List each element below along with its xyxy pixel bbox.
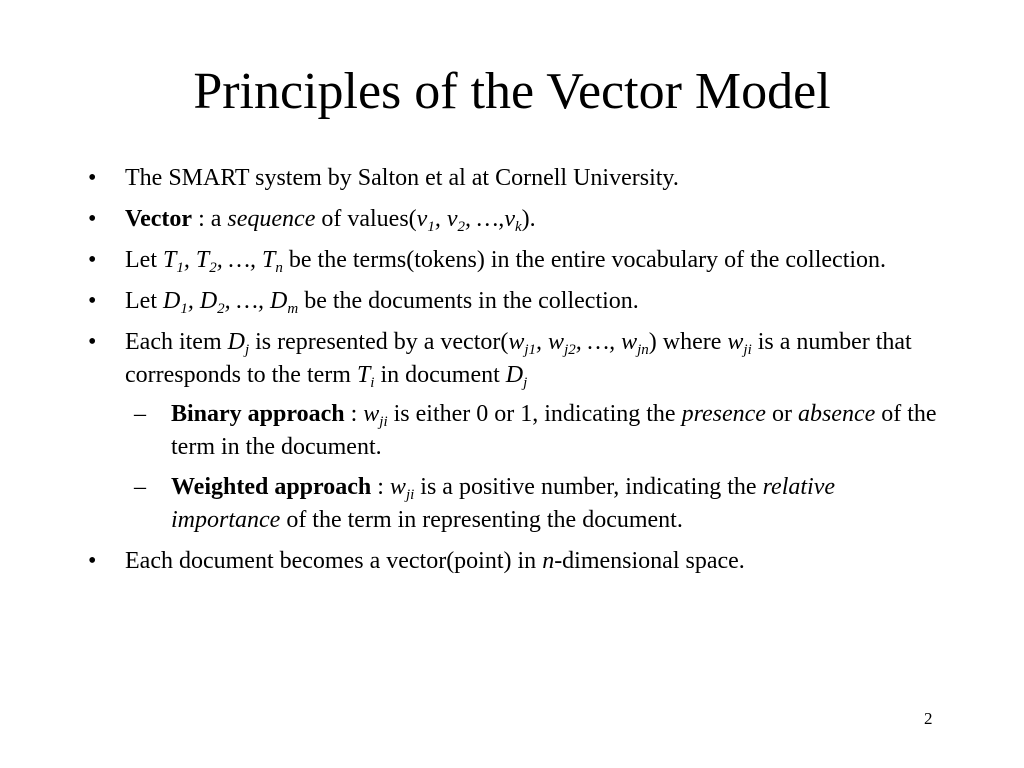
math-weights: $w_{j1}$, $w_{j2}$, …, $w_{jn}$	[508, 329, 649, 358]
math-v1: $v_1$, $v_2$, $\dots,v_k$	[416, 206, 522, 235]
term-sequence: sequence	[227, 206, 316, 232]
math-documents: $D_1$, $D_2$, …, $D_m$	[162, 288, 299, 317]
bullet-marker: •	[88, 288, 97, 314]
text: or	[765, 401, 798, 427]
text: ).	[521, 206, 536, 232]
text: is represented by a vector(	[249, 329, 509, 355]
text: :	[371, 474, 390, 500]
bullet-text: The SMART system by Salton et al at Cornell University.	[125, 165, 679, 191]
term-binary-approach: Binary approach	[171, 401, 345, 427]
term-relative-importance: relative importance	[171, 474, 836, 533]
text: is a number that corresponds to the term	[125, 329, 912, 388]
math-dj: $D_j$	[227, 329, 250, 358]
term-vector: Vector	[125, 206, 193, 232]
math-wji: $w_{ji}$	[363, 401, 388, 430]
bullet-vector-definition	[88, 203, 938, 236]
text: of values(	[315, 206, 417, 232]
page-number: 2	[924, 709, 933, 728]
bullet-documents	[88, 285, 938, 318]
bullet-marker: •	[88, 329, 97, 355]
bullet-n-dimensional	[88, 545, 938, 578]
text: ) where	[648, 329, 728, 355]
text: of the term in the document.	[171, 401, 937, 460]
sub-bullet-list	[125, 398, 938, 537]
text: be the documents in the collection.	[298, 288, 639, 314]
bullet-marker: •	[88, 247, 97, 273]
sub-bullet-weighted	[125, 471, 938, 537]
math-dj: $D_j$	[505, 362, 528, 391]
bullet-marker: •	[88, 548, 97, 574]
math-terms: $T_1$, $T_2$, …, $T_n$	[162, 247, 283, 276]
text: is a positive number, indicating the	[414, 474, 763, 500]
dash-marker: –	[134, 474, 146, 500]
bullet-list	[88, 162, 938, 586]
term-presence: presence	[681, 401, 766, 427]
slide-title: Principles of the Vector Model	[193, 63, 831, 120]
math-ti: $T_i$	[356, 362, 375, 391]
math-wji: $w_{ji}$	[727, 329, 752, 358]
text: Each item	[125, 329, 228, 355]
bullet-marker: •	[88, 165, 97, 191]
text: Let	[125, 288, 163, 314]
text: :	[344, 401, 364, 427]
bullet-smart-system	[88, 162, 938, 195]
text: : a	[192, 206, 228, 232]
text: be the terms(tokens) in the entire vocabulary of the collection.	[282, 247, 887, 273]
term-absence: absence	[797, 401, 876, 427]
text: -dimensional space.	[554, 548, 745, 574]
text: in document	[374, 362, 506, 388]
term-weighted-approach: Weighted approach	[171, 474, 372, 500]
math-wji: $w_{ji}$	[389, 474, 415, 503]
text: is either 0 or 1, indicating the	[387, 401, 682, 427]
bullet-marker: •	[88, 206, 97, 232]
math-n: n	[542, 548, 555, 574]
bullet-terms	[88, 244, 938, 277]
text: of the term in representing the document.	[280, 507, 683, 533]
dash-marker: –	[134, 401, 146, 427]
sub-bullet-binary	[125, 398, 938, 464]
text: Let	[125, 247, 163, 273]
bullet-item-vector	[88, 326, 938, 537]
text: Each document becomes a vector(point) in	[125, 548, 543, 574]
